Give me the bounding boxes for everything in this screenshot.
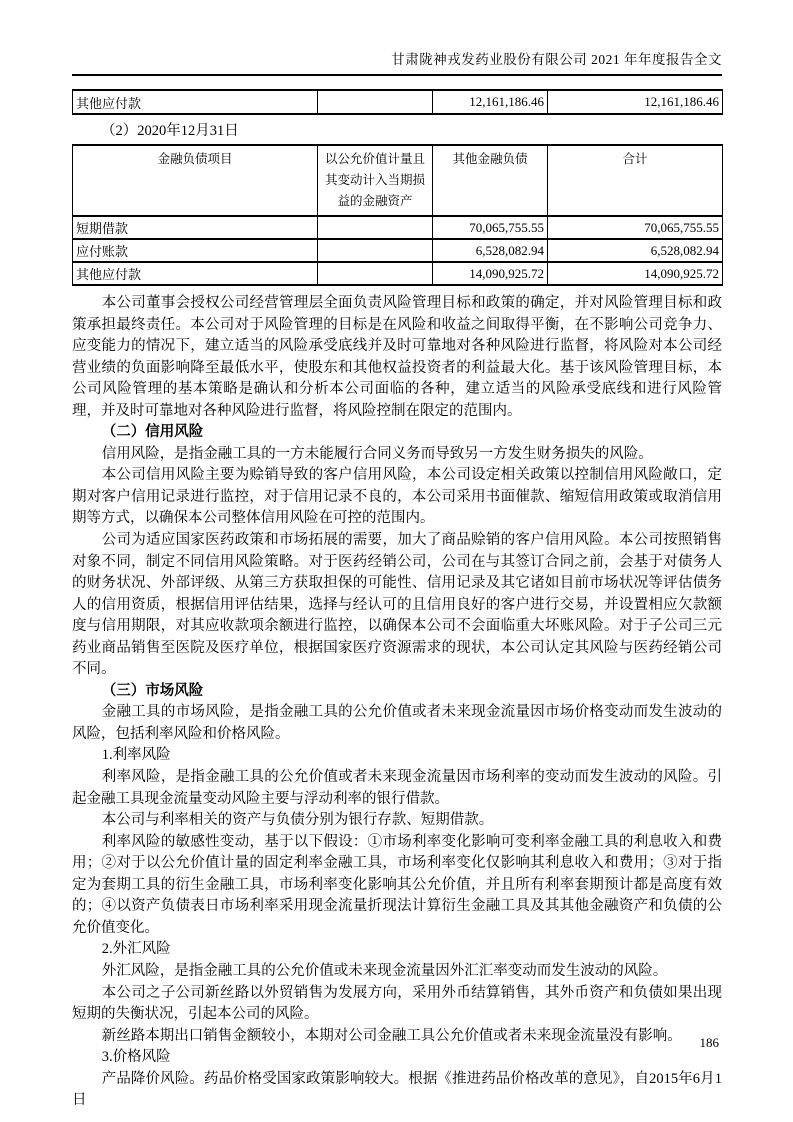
date-subheading-2020: （2）2020年12月31日 xyxy=(101,123,239,139)
body-paragraph: 新丝路本期出口销售金额较小，本期对公司金融工具公允价值或者未来现金流量没有影响。 xyxy=(101,1027,682,1044)
sub-heading-forex-risk: 2.外汇风险 xyxy=(101,941,171,958)
table-cell: 其他应付款 xyxy=(73,90,318,114)
table-header-cell: 以公允价值计量且其变动计入当期损益的金融资产 xyxy=(318,145,433,216)
table-cell: 14,090,925.72 xyxy=(433,262,548,285)
body-paragraph: 本公司与利率相关的资产与负债分别为银行存款、短期借款。 xyxy=(101,812,494,829)
table-header-cell: 金融负债项目 xyxy=(73,145,318,216)
table-cell: 12,161,186.46 xyxy=(433,90,548,114)
body-paragraph: 信用风险，是指金融工具的一方未能履行合同义务而导致另一方发生财务损失的风险。 xyxy=(101,445,653,462)
table-header-cell: 合计 xyxy=(548,145,723,216)
table-cell: 6,528,082.94 xyxy=(548,239,723,262)
table-cell xyxy=(318,262,433,285)
section-heading-market-risk: （三）市场风险 xyxy=(101,682,204,699)
table-cell: 6,528,082.94 xyxy=(433,239,548,262)
header-divider xyxy=(72,74,722,76)
body-paragraph: 利率风险，是指金融工具的公允价值或者未来现金流量因市场利率的变动而发生波动的风险。引起金融工具现金流量变动风险主要与浮动利率的银行借款。 xyxy=(72,769,722,807)
table-row xyxy=(73,216,723,239)
body-text xyxy=(72,293,722,1112)
table-cell: 应付账款 xyxy=(73,239,318,262)
table-cell xyxy=(318,239,433,262)
report-title: 甘肃陇神戎发药业股份有限公司 2021 年年度报告全文 xyxy=(391,52,722,67)
body-paragraph: 本公司信用风险主要为赊销导致的客户信用风险，本公司设定相关政策以控制信用风险敞口，定期对客户信用记录进行监控，对于信用记录不良的，本公司采用书面催款、缩短信用政策或取消信用期等方式，以确保本公司整体信用风险在可控的范围内。 xyxy=(72,467,722,527)
page-number: 186 xyxy=(699,1035,719,1050)
table-cell: 14,090,925.72 xyxy=(548,262,723,285)
body-paragraph: 产品降价风险。药品价格受国家政策影响较大。根据《推进药品价格改革的意见》，自2015年6月1日 xyxy=(72,1070,722,1109)
table-row xyxy=(73,262,723,285)
table-cell: 70,065,755.55 xyxy=(433,216,548,239)
table-cell xyxy=(318,90,433,114)
table-cell: 70,065,755.55 xyxy=(548,216,723,239)
table-cell: 12,161,186.46 xyxy=(548,90,723,114)
table-header-row xyxy=(73,145,723,216)
body-paragraph: 外汇风险，是指金融工具的公允价值或未来现金流量因外汇汇率变动而发生波动的风险。 xyxy=(101,962,668,979)
section-heading-credit-risk: （二）信用风险 xyxy=(101,424,204,441)
table-header-cell: 其他金融负债 xyxy=(433,145,548,216)
financial-liabilities-table-2021-continued xyxy=(72,89,723,115)
sub-heading-interest-rate-risk: 1.利率风险 xyxy=(101,747,171,764)
body-paragraph: 公司为适应国家医药政策和市场拓展的需要，加大了商品赊销的客户信用风险。本公司按照销售对象不同，制定不同信用风险策略。对于医药经销公司，公司在与其签订合同之前，会基于对债务人的财务状况、外部评级、从第三方获取担保的可能性、信用记录及其它诸如目前市场状况等评估债务人的信用资质，根据信用评估结果，选择与经认可的且信用良好的客户进行交易，并设置相应欠款额度与信用期限，对其应收款项余额进行监控，以确保本公司不会面临重大坏账风险。对于子公司三元药业商品销售至医院及医疗单位，根据国家医疗资源需求的现状，本公司认定其风险与医药经销公司不同。 xyxy=(72,532,722,678)
table-row xyxy=(73,90,723,114)
table-row xyxy=(73,239,723,262)
body-paragraph: 本公司董事会授权公司经营管理层全面负责风险管理目标和政策的确定，并对风险管理目标和政策承担最终责任。本公司对于风险管理的目标是在风险和收益之间取得平衡，在不影响公司竞争力、应变能力的情况下，建立适当的风险承受底线并及时可靠地对各种风险进行监督，将风险对本公司经营业绩的负面影响降至最低水平，使股东和其他权益投资者的利益最大化。基于该风险管理目标，本公司风险管理的基本策略是确认和分析本公司面临的各种，建立适当的风险承受底线和进行风险管理，并及时可靠地对各种风险进行监督，将风险控制在限定的范围内。 xyxy=(72,295,722,419)
sub-heading-price-risk: 3.价格风险 xyxy=(101,1049,171,1066)
body-paragraph: 利率风险的敏感性变动，基于以下假设：①市场利率变化影响可变利率金融工具的利息收入和费用；②对于以公允价值计量的固定利率金融工具，市场利率变化仅影响其利息收入和费用；③对于指定为套期工具的衍生金融工具，市场利率变化影响其公允价值，并且所有利率套期预计都是高度有效的；④以资产负债表日市场利率采用现金流量折现法计算衍生金融工具及其其他金融资产和负债的公允价值变化。 xyxy=(72,833,722,936)
table-cell: 短期借款 xyxy=(73,216,318,239)
table-cell: 其他应付款 xyxy=(73,262,318,285)
financial-liabilities-table-2020 xyxy=(72,144,723,286)
body-paragraph: 本公司之子公司新丝路以外贸销售为发展方向，采用外币结算销售，其外币资产和负债如果出现短期的失衡状况，引起本公司的风险。 xyxy=(72,984,722,1023)
table-cell xyxy=(318,216,433,239)
body-paragraph: 金融工具的市场风险，是指金融工具的公允价值或者未来现金流量因市场价格变动而发生波动的风险，包括利率风险和价格风险。 xyxy=(72,704,722,742)
